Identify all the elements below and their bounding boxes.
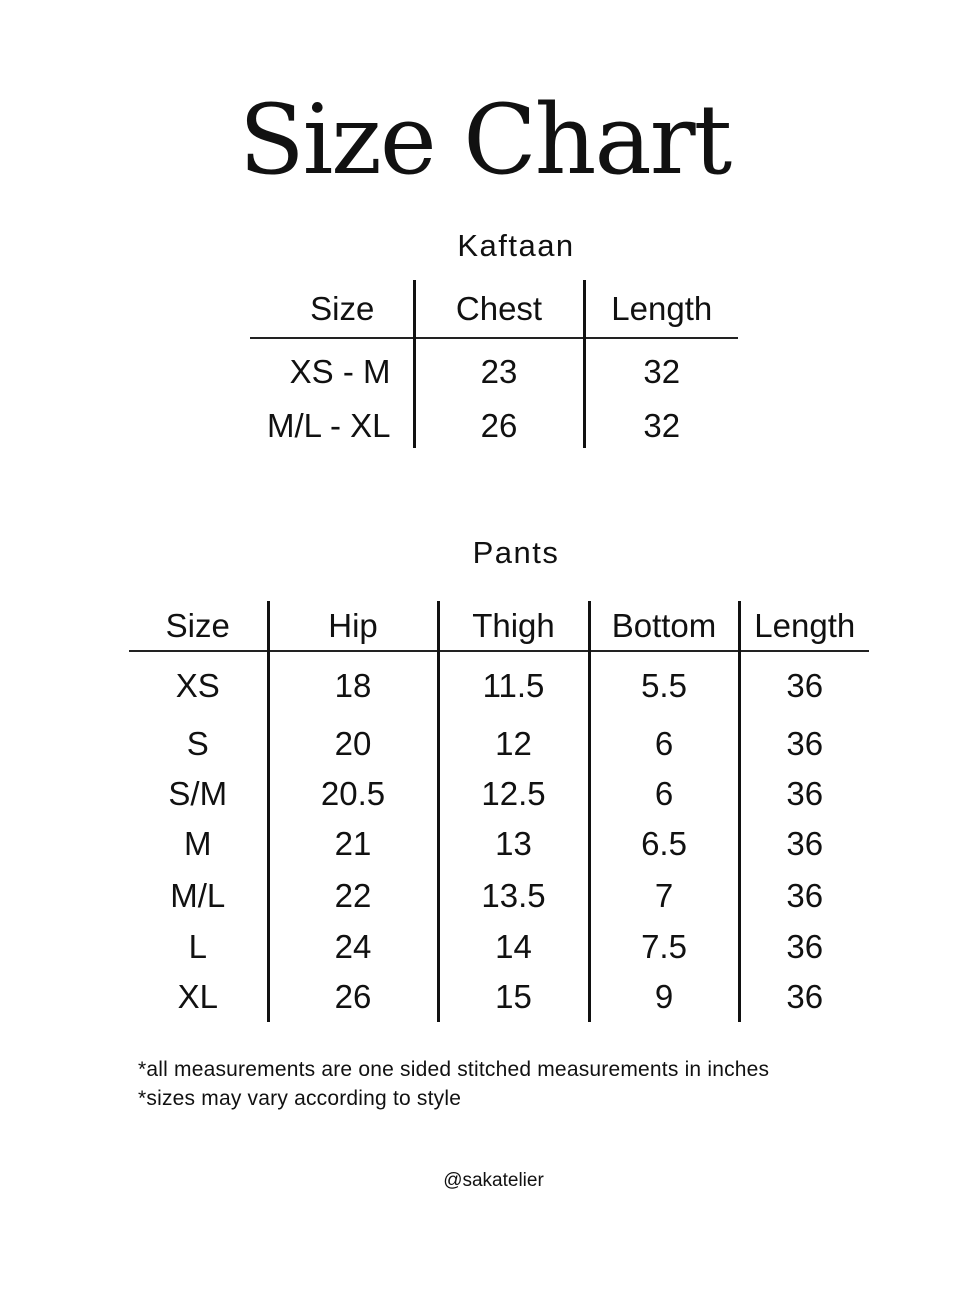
pants-cell-thigh: 13 xyxy=(438,818,589,869)
kaftaan-section-title: Kaftaan xyxy=(457,228,575,263)
kaftaan-table xyxy=(250,280,738,448)
pants-cell-length: 36 xyxy=(786,725,824,762)
table-row xyxy=(129,818,869,869)
kaftaan-cell-size: M/L - XL xyxy=(250,404,414,448)
pants-cell-size: XL xyxy=(129,972,268,1022)
pants-cell-size: L xyxy=(129,922,268,972)
pants-cell-hip: 22 xyxy=(268,869,438,922)
pants-header-thigh: Thigh xyxy=(438,601,589,651)
kaftaan-cell-size: XS - M xyxy=(250,338,414,404)
kaftaan-header-chest: Chest xyxy=(414,280,584,338)
pants-cell-length: 36 xyxy=(786,824,824,862)
table-row xyxy=(129,922,869,972)
kaftaan-cell-chest: 23 xyxy=(414,338,584,404)
table-row xyxy=(129,972,869,1022)
pants-cell-thigh: 11.5 xyxy=(438,651,589,719)
kaftaan-cell-length: 32 xyxy=(643,352,681,390)
pants-cell-bottom: 5.5 xyxy=(589,651,739,719)
pants-header-size: Size xyxy=(129,601,268,651)
table-row xyxy=(129,719,869,769)
pants-cell-size: S/M xyxy=(129,769,268,818)
pants-cell-hip: 26 xyxy=(268,972,438,1022)
pants-cell-length: 36 xyxy=(786,876,824,914)
pants-cell-bottom: 6 xyxy=(589,769,739,818)
table-row xyxy=(250,404,738,448)
pants-header-hip: Hip xyxy=(268,601,438,651)
pants-header-length: Length xyxy=(739,601,869,651)
pants-cell-thigh: 12.5 xyxy=(438,769,589,818)
pants-cell-size: M xyxy=(129,818,268,869)
pants-section-title: Pants xyxy=(472,535,560,570)
pants-header-bottom: Bottom xyxy=(589,601,739,651)
pants-cell-bottom: 7.5 xyxy=(589,922,739,972)
table-row xyxy=(129,869,869,922)
pants-cell-bottom: 6 xyxy=(589,719,739,769)
page-title: Size Chart xyxy=(238,84,731,196)
pants-cell-length: 36 xyxy=(786,774,824,812)
pants-cell-hip: 24 xyxy=(268,922,438,972)
style-note: *sizes may vary according to style xyxy=(138,1087,462,1110)
pants-cell-size: S xyxy=(129,719,268,769)
pants-cell-size: XS xyxy=(129,651,268,719)
pants-cell-thigh: 15 xyxy=(438,972,589,1022)
table-row xyxy=(250,338,738,404)
pants-cell-hip: 18 xyxy=(268,651,438,719)
kaftaan-header-row xyxy=(250,280,738,338)
pants-cell-size: M/L xyxy=(129,869,268,922)
kaftaan-header-size: Size xyxy=(250,280,414,338)
pants-cell-bottom: 6.5 xyxy=(589,818,739,869)
pants-cell-bottom: 9 xyxy=(589,972,739,1022)
table-row xyxy=(129,651,869,719)
pants-cell-thigh: 13.5 xyxy=(438,869,589,922)
kaftaan-cell-chest: 26 xyxy=(414,404,584,448)
pants-table xyxy=(129,601,869,1022)
pants-cell-hip: 20.5 xyxy=(268,769,438,818)
pants-cell-thigh: 14 xyxy=(438,922,589,972)
pants-header-row xyxy=(129,601,869,651)
pants-cell-length: 36 xyxy=(786,666,824,704)
table-row xyxy=(129,769,869,818)
kaftaan-cell-length: 32 xyxy=(643,407,681,444)
social-handle: @sakatelier xyxy=(443,1170,544,1191)
pants-cell-bottom: 7 xyxy=(589,869,739,922)
pants-cell-length: 36 xyxy=(786,928,824,965)
pants-cell-thigh: 12 xyxy=(438,719,589,769)
measurement-note: *all measurements are one sided stitched measurements in inches xyxy=(138,1058,770,1081)
pants-cell-hip: 21 xyxy=(268,818,438,869)
kaftaan-header-length: Length xyxy=(584,280,738,338)
pants-cell-length: 36 xyxy=(786,978,824,1015)
pants-cell-hip: 20 xyxy=(268,719,438,769)
